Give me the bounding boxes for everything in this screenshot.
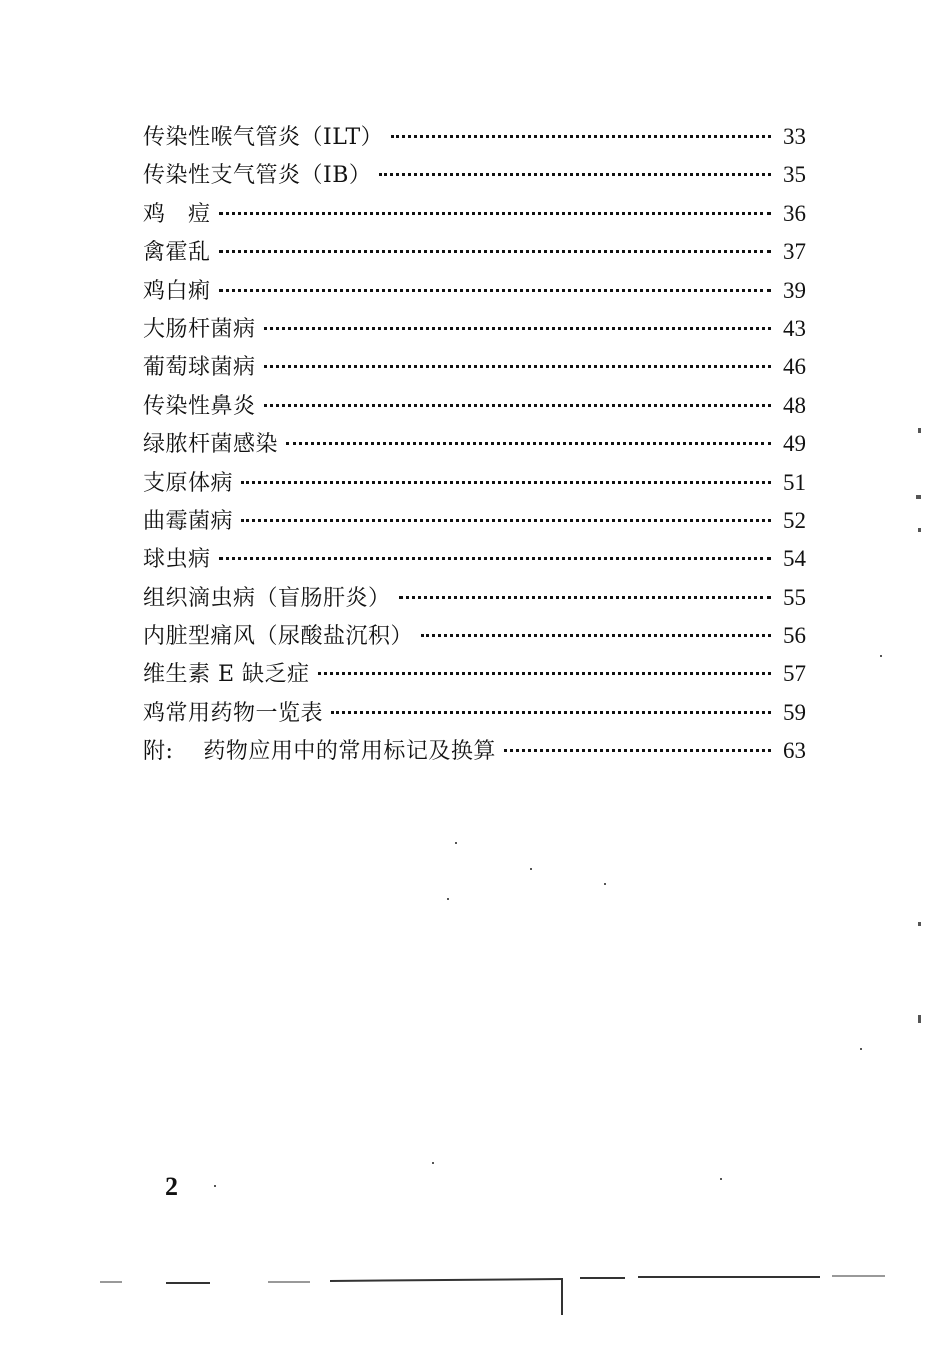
- toc-entry-page: 55: [783, 584, 806, 610]
- toc-entry-page: 56: [783, 623, 806, 649]
- scan-edge-lines: [100, 1276, 885, 1315]
- toc-entry-title: 附: 药物应用中的常用标记及换算: [143, 739, 496, 765]
- toc-entry-title: 支原体病: [143, 470, 234, 496]
- toc-entry-title: 禽霍乱: [143, 240, 211, 266]
- toc-entry-title: 球虫病: [143, 547, 211, 573]
- scan-specks: [214, 428, 921, 1187]
- toc-entry-title: 维生素 E 缺乏症: [143, 662, 310, 688]
- toc-entry-title: 传染性鼻炎: [143, 393, 256, 419]
- toc-entry-title: 鸡 痘: [143, 201, 211, 227]
- toc-entry-title: 内脏型痛风（尿酸盐沉积）: [143, 624, 414, 650]
- toc-entry-title: 绿脓杆菌感染: [143, 432, 279, 458]
- toc-entry-page: 63: [783, 738, 806, 764]
- toc-entry-page: 59: [783, 699, 806, 725]
- page-number: 2: [165, 1172, 178, 1201]
- toc-entry-title: 鸡白痢: [143, 278, 211, 304]
- toc-entry-page: 51: [783, 469, 806, 495]
- toc-entry-page: 39: [783, 277, 806, 303]
- toc-entry-page: 35: [783, 162, 806, 188]
- toc-entry-title: 曲霉菌病: [143, 508, 234, 534]
- toc-entry-page: 48: [783, 392, 806, 418]
- toc-entry-title: 大肠杆菌病: [143, 316, 256, 342]
- toc-entry-title: 葡萄球菌病: [143, 355, 256, 381]
- toc-entry-title: 组织滴虫病（盲肠肝炎）: [143, 585, 391, 611]
- toc-entry-title: 传染性支气管炎（IB）: [143, 163, 372, 189]
- toc-entry-page: 49: [783, 431, 806, 457]
- toc-entry-title: 传染性喉气管炎（ILT）: [143, 125, 384, 150]
- toc-entry-page: 43: [783, 315, 806, 341]
- toc-entry-page: 54: [783, 546, 806, 572]
- toc-entry-page: 37: [783, 239, 806, 265]
- toc-entry-page: 57: [783, 661, 806, 687]
- toc-entry-page: 52: [783, 507, 806, 533]
- toc-entry-title: 鸡常用药物一览表: [143, 700, 324, 726]
- toc-entry-page: 33: [783, 124, 806, 149]
- toc-entry-page: 36: [783, 200, 806, 226]
- toc-entry-page: 46: [783, 354, 806, 380]
